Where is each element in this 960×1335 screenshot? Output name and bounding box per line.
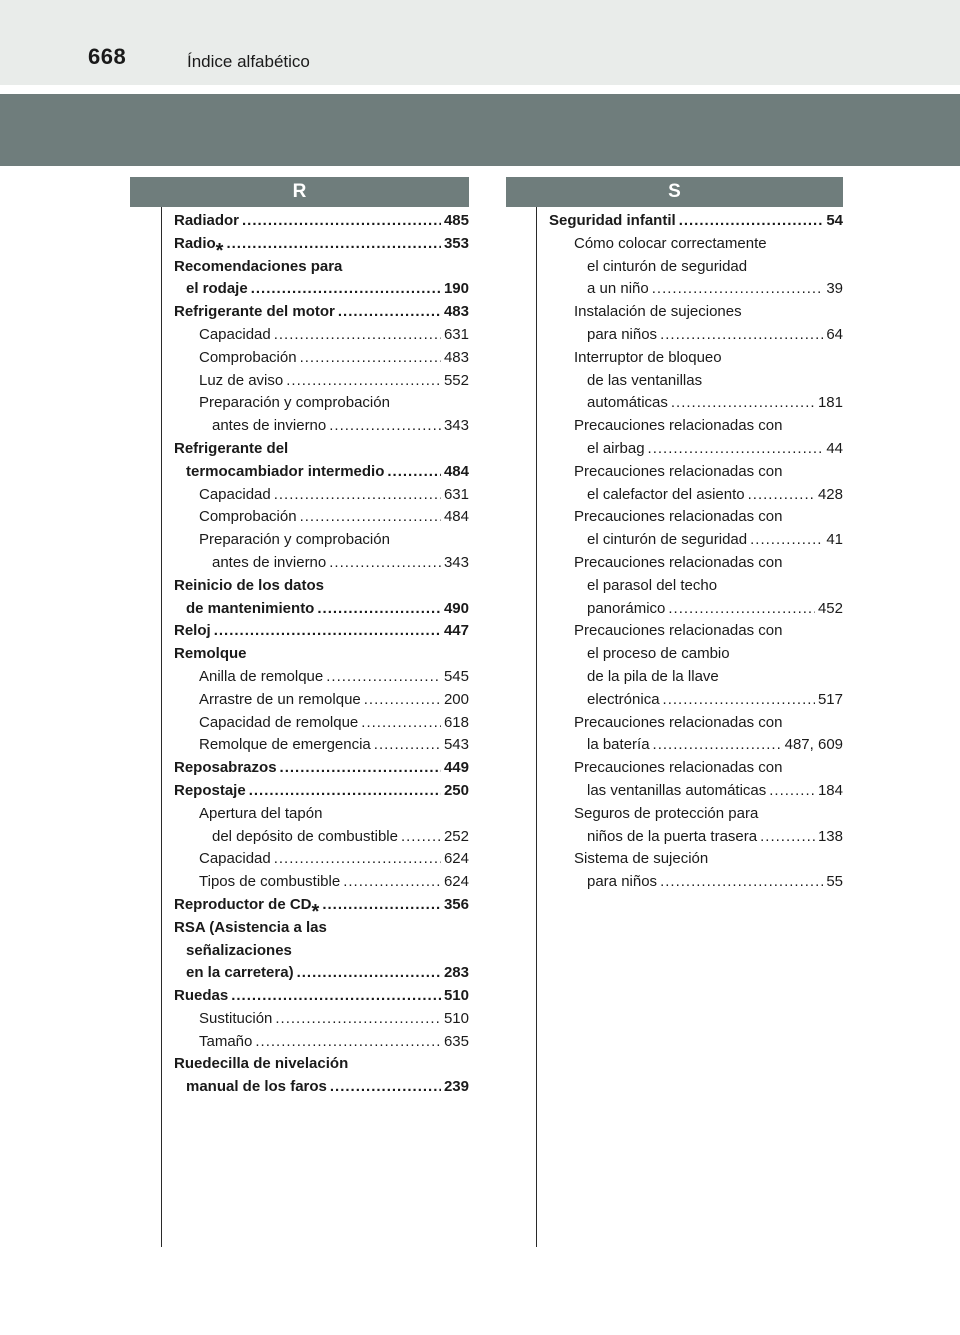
index-entry	[174, 985, 469, 1008]
page-reference: 181	[817, 394, 843, 412]
page-title: Índice alfabético	[187, 52, 310, 71]
index-entry	[174, 962, 469, 985]
entry-text: Seguridad infantil	[549, 212, 676, 229]
page-reference: 490	[443, 599, 469, 617]
entry-text: Radio	[174, 234, 216, 252]
entry-text: Recomendaciones para	[174, 257, 343, 275]
index-entry	[174, 757, 469, 780]
page-reference: 239	[443, 1078, 469, 1096]
entry-text: Precauciones relacionadas con	[574, 553, 783, 571]
dot-leader	[274, 848, 441, 871]
dot-leader	[226, 233, 441, 256]
index-entry	[549, 643, 843, 666]
entry-text: Precauciones relacionadas con	[574, 462, 783, 480]
page-reference: 484	[443, 508, 469, 526]
index-entry	[174, 917, 469, 940]
dot-leader	[679, 210, 824, 233]
index-entry	[174, 1076, 469, 1099]
index-entry	[549, 871, 843, 894]
index-entry	[174, 529, 469, 552]
entry-text: Precauciones relacionadas con	[574, 713, 783, 731]
dot-leader	[255, 1031, 441, 1054]
index-entry	[549, 598, 843, 621]
index-entry	[174, 940, 469, 963]
dot-leader	[343, 871, 441, 894]
dot-leader	[329, 552, 441, 575]
index-entry	[174, 210, 469, 233]
entry-text: de las ventanillas	[587, 371, 703, 389]
index-entry	[174, 598, 469, 621]
entry-text: Sustitución	[199, 1009, 273, 1027]
dot-leader	[760, 826, 815, 849]
index-entry	[549, 301, 843, 324]
entry-text: Capacidad de remolque	[199, 713, 359, 731]
index-entry	[549, 666, 843, 689]
entry-text: Precauciones relacionadas con	[574, 622, 783, 640]
page-reference: 449	[443, 759, 469, 777]
index-entry	[549, 438, 843, 461]
entry-text: Ruedas	[174, 987, 229, 1005]
dot-leader	[750, 529, 823, 552]
entry-text: el proceso de cambio	[587, 645, 730, 663]
page-reference: 252	[443, 827, 469, 845]
index-entry	[174, 803, 469, 826]
entry-text: Preparación y comprobación	[199, 531, 390, 549]
dot-leader	[286, 370, 441, 393]
page-reference: 353	[443, 234, 469, 252]
index-entry	[174, 871, 469, 894]
entry-text: Ruedecilla de nivelación	[174, 1055, 349, 1073]
entry-text: Reposabrazos	[174, 759, 277, 777]
entry-text: Reinicio de los datos	[174, 576, 325, 594]
entry-text: Capacidad	[199, 325, 271, 343]
index-entry	[549, 392, 843, 415]
dot-leader	[249, 780, 441, 803]
page-reference: 483	[443, 303, 469, 321]
index-entry	[549, 826, 843, 849]
page-reference: 39	[826, 280, 843, 298]
dot-leader	[275, 1008, 441, 1031]
page-reference: 485	[443, 212, 469, 229]
entry-text: el calefactor del asiento	[587, 485, 745, 503]
index-entry: Reproductor de CD * ..... 356	[174, 894, 469, 917]
entry-text: Instalación de sujeciones	[574, 303, 742, 321]
index-entry	[549, 233, 843, 256]
dot-leader	[300, 506, 441, 529]
dot-leader	[317, 598, 441, 621]
index-entry	[549, 552, 843, 575]
dot-leader	[671, 392, 815, 415]
index-entry	[174, 780, 469, 803]
entry-text: el parasol del techo	[587, 576, 718, 594]
entry-text: termocambiador intermedio	[186, 462, 385, 480]
entry-text: para niños	[587, 873, 658, 891]
entry-text: Arrastre de un remolque	[199, 690, 361, 708]
page-reference: 41	[826, 531, 843, 549]
entry-text: Luz de aviso	[199, 371, 284, 389]
index-entry	[174, 347, 469, 370]
index-entry	[549, 484, 843, 507]
page-reference: 54	[826, 212, 843, 229]
index-entry	[549, 734, 843, 757]
index-entry	[174, 643, 469, 666]
index-entry	[549, 848, 843, 871]
entry-text: a un niño	[587, 280, 649, 298]
page-reference: 618	[443, 713, 469, 731]
entry-text: Capacidad	[199, 485, 271, 503]
dot-leader	[214, 620, 441, 643]
entry-text: Repostaje	[174, 781, 246, 799]
page-reference: 487, 609	[784, 736, 843, 754]
dot-leader	[648, 438, 824, 461]
entry-text: la batería	[587, 736, 650, 754]
index-entry	[549, 210, 843, 233]
entry-text: Remolque de emergencia	[199, 736, 371, 754]
dot-leader	[748, 484, 815, 507]
dot-leader	[300, 347, 441, 370]
page-reference: 631	[443, 485, 469, 503]
page-reference: 343	[443, 553, 469, 571]
index-entry	[174, 461, 469, 484]
index-entry	[549, 712, 843, 735]
entry-text: Apertura del tapón	[199, 804, 323, 822]
entry-text: antes de invierno	[212, 553, 327, 571]
dot-leader	[663, 689, 815, 712]
page-reference: 200	[443, 690, 469, 708]
column-rule-right	[536, 207, 537, 1247]
dot-leader	[274, 484, 441, 507]
index-entry	[174, 438, 469, 461]
page-reference: 356	[443, 895, 469, 913]
section-heading-r: R	[130, 177, 469, 207]
entry-text: Comprobación	[199, 508, 297, 526]
index-entry	[549, 461, 843, 484]
index-entry	[174, 370, 469, 393]
dot-leader	[652, 278, 824, 301]
index-entry	[174, 1031, 469, 1054]
index-entry	[549, 506, 843, 529]
page-reference: 483	[443, 348, 469, 366]
index-entry	[549, 415, 843, 438]
entry-text: antes de invierno	[212, 417, 327, 435]
dot-leader	[660, 871, 823, 894]
entry-text: panorámico	[587, 599, 666, 617]
page-number: 668	[88, 44, 127, 69]
index-entry	[174, 415, 469, 438]
entry-text: niños de la puerta trasera	[587, 827, 758, 845]
index-entry	[174, 324, 469, 347]
dot-leader	[374, 734, 441, 757]
page-reference: 631	[443, 325, 469, 343]
page-reference: 184	[817, 781, 843, 799]
page-reference: 452	[817, 599, 843, 617]
page-reference: 343	[443, 417, 469, 435]
dot-leader	[231, 985, 441, 1008]
dot-leader	[364, 689, 441, 712]
index-entry	[174, 301, 469, 324]
index-entry	[174, 484, 469, 507]
index-entry	[174, 506, 469, 529]
section-heading-s: S	[506, 177, 843, 207]
index-entry	[549, 347, 843, 370]
page-reference: 552	[443, 371, 469, 389]
entry-text: Refrigerante del	[174, 439, 289, 457]
index-entry	[174, 734, 469, 757]
entry-text: el cinturón de seguridad	[587, 531, 748, 549]
index-entry	[549, 620, 843, 643]
page-reference: 428	[817, 485, 843, 503]
entry-text: automáticas	[587, 394, 668, 412]
entry-text: Comprobación	[199, 348, 297, 366]
index-entry	[174, 620, 469, 643]
index-entry	[549, 529, 843, 552]
entry-text: Radiador	[174, 212, 240, 229]
entry-text: Sistema de sujeción	[574, 850, 709, 868]
entry-text: Preparación y comprobación	[199, 394, 390, 412]
index-entry	[549, 803, 843, 826]
page-reference: 510	[443, 987, 469, 1005]
dot-leader	[338, 301, 441, 324]
index-entry	[174, 1053, 469, 1076]
entry-text: Tipos de combustible	[199, 873, 341, 891]
entry-text: Remolque	[174, 645, 247, 663]
page-reference: 624	[443, 873, 469, 891]
index-entry	[174, 689, 469, 712]
entry-text: Capacidad	[199, 850, 271, 868]
entry-text: Reloj	[174, 622, 211, 640]
dot-leader	[322, 894, 441, 917]
dot-leader	[297, 962, 441, 985]
entry-text: de la pila de la llave	[587, 667, 719, 685]
entry-text: las ventanillas automáticas	[587, 781, 767, 799]
entry-text: Seguros de protección para	[574, 804, 759, 822]
dot-leader	[660, 324, 823, 347]
entry-text: Precauciones relacionadas con	[574, 759, 783, 777]
dot-leader	[280, 757, 441, 780]
dot-leader	[401, 826, 441, 849]
entry-text: el rodaje	[186, 280, 248, 298]
dot-leader	[668, 598, 815, 621]
index-entry	[174, 1008, 469, 1031]
page-reference: 635	[443, 1032, 469, 1050]
header-strip	[0, 0, 960, 85]
entry-text: para niños	[587, 325, 658, 343]
page-reference: 64	[826, 325, 843, 343]
entry-text: en la carretera)	[186, 964, 294, 982]
page-reference: 250	[443, 781, 469, 799]
entry-text: señalizaciones	[186, 941, 292, 959]
index-entry	[174, 392, 469, 415]
page-reference: 517	[817, 690, 843, 708]
entry-text: Precauciones relacionadas con	[574, 508, 783, 526]
page-reference: 545	[443, 667, 469, 685]
dot-leader	[769, 780, 815, 803]
page-reference: 44	[826, 439, 843, 457]
entry-text: el cinturón de seguridad	[587, 257, 748, 275]
entry-text: Anilla de remolque	[199, 667, 324, 685]
entry-text: Reproductor de CD	[174, 895, 312, 913]
index-entry	[549, 757, 843, 780]
column-rule-left	[161, 207, 162, 1247]
entry-text: Refrigerante del motor	[174, 303, 335, 321]
index-entry	[549, 575, 843, 598]
entry-text: electrónica	[587, 690, 660, 708]
entry-text: de mantenimiento	[186, 599, 315, 617]
index-entry	[174, 552, 469, 575]
page-reference: 190	[443, 280, 469, 298]
entry-text: el airbag	[587, 439, 645, 457]
page-reference: 510	[443, 1009, 469, 1027]
entry-text: Cómo colocar correctamente	[574, 234, 767, 252]
entry-text: del depósito de combustible	[212, 827, 398, 845]
dot-leader	[274, 324, 441, 347]
index-entry	[549, 780, 843, 803]
entry-text: Tamaño	[199, 1032, 253, 1050]
index-entry	[549, 278, 843, 301]
index-column-r	[174, 210, 469, 1099]
page-reference: 543	[443, 736, 469, 754]
index-entry	[174, 826, 469, 849]
entry-text: RSA (Asistencia a las	[174, 918, 327, 936]
page-reference: 138	[817, 827, 843, 845]
dot-leader	[330, 1076, 441, 1099]
dot-leader	[387, 461, 441, 484]
header-band	[0, 94, 960, 166]
index-entry	[174, 575, 469, 598]
page-reference: 55	[826, 873, 843, 891]
dot-leader	[242, 210, 441, 233]
index-entry	[549, 370, 843, 393]
index-entry	[174, 666, 469, 689]
entry-text: Interruptor de bloqueo	[574, 348, 722, 366]
dot-leader	[329, 415, 441, 438]
index-column-s	[549, 210, 843, 894]
page-reference: 283	[443, 964, 469, 982]
dot-leader	[361, 712, 441, 735]
index-entry	[549, 256, 843, 279]
page-reference: 624	[443, 850, 469, 868]
index-entry	[174, 712, 469, 735]
index-entry: Radio * ..... 353	[174, 233, 469, 256]
index-entry	[549, 689, 843, 712]
dot-leader	[326, 666, 441, 689]
dot-leader	[653, 734, 782, 757]
entry-text: Precauciones relacionadas con	[574, 417, 783, 435]
index-entry	[549, 324, 843, 347]
page-reference: 484	[443, 462, 469, 480]
dot-leader	[251, 278, 441, 301]
page-reference: 447	[443, 622, 469, 640]
index-entry	[174, 848, 469, 871]
entry-text: manual de los faros	[186, 1078, 327, 1096]
index-entry	[174, 278, 469, 301]
